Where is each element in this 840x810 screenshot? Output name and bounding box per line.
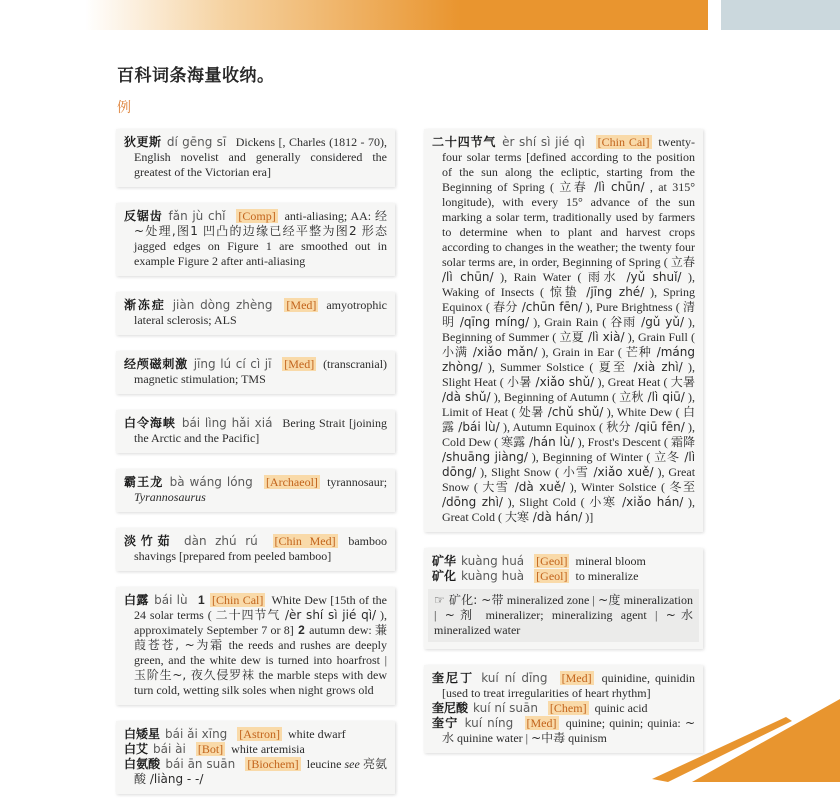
chinese-text: 春分 /chūn fēn/ xyxy=(493,300,583,314)
definition-text: ), Great Heat ( xyxy=(597,375,668,389)
pinyin: kuí ní suān xyxy=(473,701,538,715)
definition-text: quinine; quinin; quinia: xyxy=(565,716,681,730)
chinese-text: 大雪 /dà xuě/ xyxy=(482,480,566,494)
pinyin: dí gēng sī xyxy=(166,135,227,149)
definition-text: mineralization | xyxy=(434,593,693,622)
entry-line xyxy=(124,534,387,564)
definition-text: ), Limit of Heat ( xyxy=(442,390,695,419)
definition-text: quinism xyxy=(568,731,607,745)
headword: 白矮星 xyxy=(124,727,161,741)
definition-text: leucine xyxy=(306,757,342,771)
definition-text: ), Grain Full ( xyxy=(627,330,696,344)
entry-line xyxy=(432,554,695,569)
domain-tag: [Archaeol] xyxy=(265,475,318,489)
definition-text: the marble steps with dew turn cold, wetting silk soles when night grows old xyxy=(134,668,388,697)
entry-card xyxy=(116,410,395,453)
definition-text: bamboo shavings [prepared from peeled bamboo] xyxy=(134,534,387,563)
entry-card xyxy=(116,351,395,394)
domain-tag: [Chin Cal] xyxy=(597,135,650,149)
headword: 反锯齿 xyxy=(124,209,163,223)
pinyin: bái ān suān xyxy=(165,757,236,771)
definition-text: ), Beginning of Autumn ( xyxy=(493,390,617,404)
pinyin: bái lù xyxy=(154,593,188,607)
entry-line xyxy=(124,593,387,698)
chinese-text: 立春 /lì chūn/ xyxy=(442,255,695,284)
definition-text: ), approximately September 7 or 8] xyxy=(134,608,387,637)
domain-tag: [Chin Med] xyxy=(274,534,336,548)
chinese-text: 立春 /lì chūn/ xyxy=(559,180,645,194)
chinese-text: 小满 /xiǎo mǎn/ xyxy=(442,345,538,359)
definition-text: tyrannosaur; xyxy=(327,475,388,489)
sense-number: 2 xyxy=(298,623,305,637)
pinyin: fǎn jù chǐ xyxy=(168,209,226,223)
pointing-hand-icon: ☞ xyxy=(434,593,445,607)
header-corner-block xyxy=(721,0,840,30)
definition-text: , at 315° longitude), with every 15° advance of the sun marking a solar term, traditionally used by farmers to determine when to plant and harvest crops according to changes in the weather; the twenty four solar terms are, in order, Beginning of Spring ( xyxy=(442,180,695,269)
domain-tag: [Geol] xyxy=(536,554,568,568)
definition-text: ), Rain Water ( xyxy=(500,270,582,284)
definition-text: ), Slight Snow ( xyxy=(480,465,559,479)
domain-tag: [Med] xyxy=(561,671,592,685)
definition-text: mineral bloom xyxy=(575,554,646,568)
chinese-text: 处暑 /chǔ shǔ/ xyxy=(518,405,604,419)
chinese-text: 清明 /qīng míng/ xyxy=(442,300,696,329)
headword: 狄更斯 xyxy=(124,135,162,149)
definition-text: to mineralize xyxy=(575,569,639,583)
headword: 二十四节气 xyxy=(432,135,497,149)
definition-text: mineralized zone | xyxy=(506,593,595,607)
chinese-text: 冬至 /dōng zhì/ xyxy=(442,480,696,509)
definition-text: white artemisia xyxy=(231,742,305,756)
headword: 奎宁 xyxy=(432,716,459,730)
entry-line xyxy=(124,357,387,387)
pinyin: bái lìng hǎi xiá xyxy=(181,416,273,430)
entry-card xyxy=(116,203,395,276)
domain-tag: [Bot] xyxy=(197,742,224,756)
entry-line xyxy=(124,757,387,787)
headword: 经颅磁刺激 xyxy=(124,357,188,371)
entry-line xyxy=(124,727,387,742)
chinese-text: 二十四节气 /èr shí sì jié qì/ xyxy=(215,608,377,622)
headword: 矿华 xyxy=(432,554,457,568)
pinyin: kuàng huà xyxy=(461,569,525,583)
chinese-text: ~中毒 xyxy=(531,731,566,745)
definition-text: twenty-four solar terms [defined according to the position of the sun along the ecliptic, starting from the Beginning of Spring ( xyxy=(442,135,695,194)
chinese-text: 寒露 /hán lù/ xyxy=(501,435,575,449)
definition-text: mineralized water xyxy=(434,623,521,637)
definition-text: ), Great Cold ( xyxy=(442,495,696,524)
domain-tag: [Med] xyxy=(526,716,557,730)
entry-line xyxy=(124,475,387,505)
domain-tag: [Geol] xyxy=(536,569,568,583)
headword: 淡竹茹 xyxy=(124,534,175,548)
entry-line xyxy=(432,569,695,584)
pinyin: bái ǎi xīng xyxy=(165,727,228,741)
chinese-text: 秋分 /qiū fēn/ xyxy=(606,420,685,434)
entry-card xyxy=(116,129,395,187)
chinese-text: 白露 /bái lù/ xyxy=(442,405,696,434)
chinese-text: 立冬 /lì dōng/ xyxy=(442,450,696,479)
domain-tag: [Med] xyxy=(286,298,317,312)
definition-text: ), Winter Solstice ( xyxy=(569,480,665,494)
definition-text: (transcranial) magnetic stimulation; TMS xyxy=(134,357,388,386)
definition-text: white dwarf xyxy=(287,727,346,741)
chinese-text: 亮氨酸 /liàng - -/ xyxy=(134,757,388,786)
definition-text: Dickens [, Charles (1812 - 70), English novelist and generally considered the greatest of the Victorian era] xyxy=(134,135,387,179)
headword: 白令海峡 xyxy=(124,416,176,430)
chinese-text: 蒹葭苍苍, ~为霜 xyxy=(134,623,388,652)
headword: 奎尼酸 xyxy=(432,701,469,715)
domain-tag: [Astron] xyxy=(239,727,280,741)
chinese-text: ~度 xyxy=(598,593,621,607)
entry-card xyxy=(424,548,703,649)
entry-card xyxy=(116,292,395,335)
domain-tag: [Chin Cal] xyxy=(212,593,264,607)
definition-text: quinidine, quinidin [used to treat irregularities of heart rhythm] xyxy=(442,671,696,700)
pinyin: jiàn dòng zhèng xyxy=(172,298,273,312)
headword: 矿化 xyxy=(432,569,457,583)
headword: 霸王龙 xyxy=(124,475,164,489)
definition-text: autumn dew: xyxy=(309,623,372,637)
page-title: 百科词条海量收纳。 xyxy=(117,66,275,87)
chinese-text: 霜降 /shuāng jiàng/ xyxy=(442,435,695,464)
chinese-text: 立夏 /lì xià/ xyxy=(559,330,625,344)
pinyin: bà wáng lóng xyxy=(169,475,253,489)
chinese-text: 大寒 /dà hán/ xyxy=(504,510,583,524)
headword: 奎尼丁 xyxy=(432,671,475,685)
domain-tag: [Comp] xyxy=(238,209,276,223)
entry-line xyxy=(124,209,387,269)
definition-text: the reeds and rushes are deeply green, and the white dew is turned into hoarfrost | xyxy=(134,638,388,667)
definition-text: ), Summer Solstice ( xyxy=(487,360,594,374)
chinese-text: 矿化: ~带 xyxy=(448,593,504,607)
entry-line xyxy=(432,135,695,525)
corner-decoration xyxy=(640,686,840,782)
definition-text: ), Grain in Ear ( xyxy=(541,345,622,359)
chinese-text: 芒种 /máng zhòng/ xyxy=(442,345,696,374)
chinese-text: 大暑 /dà shǔ/ xyxy=(442,375,695,404)
entry-card xyxy=(424,129,703,532)
entries-column-right xyxy=(424,129,703,769)
definition-text: jagged edges on Figure 1 are smoothed out in example Figure 2 after anti-aliasing xyxy=(134,239,387,268)
definition-text: ), Grain Rain ( xyxy=(533,315,607,329)
definition-text: ), Cold Dew ( xyxy=(442,420,696,449)
pinyin: jīng lú cí cì jī xyxy=(193,357,272,371)
headword: 白露 xyxy=(124,593,149,607)
corner-triangle xyxy=(692,699,840,782)
chinese-text: 小雪 /xiǎo xuě/ xyxy=(562,465,654,479)
usage-note xyxy=(428,589,699,642)
chinese-text: 惊蛰 /jīng zhé/ xyxy=(549,285,645,299)
definition-text: ), Waking of Insects ( xyxy=(442,270,695,299)
pinyin: dàn zhú rú xyxy=(184,534,258,548)
chinese-text: 夏至 /xià zhì/ xyxy=(598,360,683,374)
definition-text: ), Frost's Descent ( xyxy=(577,435,668,449)
chinese-text: 雨水 /yǔ shuǐ/ xyxy=(588,270,682,284)
definition-text: White Dew [15th of the 24 solar terms ( xyxy=(134,593,387,622)
header-accent-bar xyxy=(0,0,708,30)
pinyin: bái ài xyxy=(153,742,186,756)
chinese-text: 经~处理,图1 凹凸的边缘已经平整为图2 形态 xyxy=(134,209,388,238)
pinyin: kuí níng xyxy=(464,716,514,730)
domain-tag: [Biochem] xyxy=(247,757,299,771)
definition-text: anti-aliasing; AA: xyxy=(284,209,372,223)
definition-text: )] xyxy=(585,510,594,524)
pinyin: èr shí sì jié qì xyxy=(502,135,585,149)
chinese-text: 小暑 /xiǎo shǔ/ xyxy=(507,375,595,389)
definition-text: ), Pure Brightness ( xyxy=(585,300,680,314)
definition-text: ), Autumn Equinox ( xyxy=(502,420,604,434)
definition-text: quinine water | xyxy=(457,731,529,745)
definition-text: ), Great Snow ( xyxy=(442,465,696,494)
chinese-text: 小寒 /xiǎo hán/ xyxy=(589,495,684,509)
entry-card xyxy=(116,587,395,705)
chinese-text: ~剂 xyxy=(444,608,478,622)
italic-text: Tyrannosaurus xyxy=(134,490,206,504)
entry-line xyxy=(124,135,387,180)
chinese-text: 谷雨 /gǔ yǔ/ xyxy=(610,315,684,329)
definition-text: mineralizer; mineralizing agent | xyxy=(485,608,658,622)
definition-text: ), Beginning of Winter ( xyxy=(531,450,651,464)
definition-text: ), Slight Cold ( xyxy=(507,495,585,509)
entries-column-left xyxy=(116,129,395,810)
entry-card xyxy=(116,721,395,794)
domain-tag: [Chem] xyxy=(549,701,587,715)
headword: 白氨酸 xyxy=(124,757,161,771)
definition-text: quinic acid xyxy=(594,701,648,715)
definition-text: ), White Dew ( xyxy=(606,405,680,419)
headword: 白艾 xyxy=(124,742,149,756)
headword: 渐冻症 xyxy=(124,298,166,312)
entry-line xyxy=(124,298,387,328)
chinese-text: ~水 xyxy=(665,608,694,622)
entry-card xyxy=(116,528,395,571)
pinyin: kuí ní dīng xyxy=(481,671,548,685)
pinyin: kuàng huá xyxy=(461,554,525,568)
chinese-text: 立秋 /lì qiū/ xyxy=(619,390,685,404)
sense-number: 1 xyxy=(197,593,205,607)
definition-text: ), Slight Heat ( xyxy=(442,360,696,389)
definition-text: Bering Strait [joining the Arctic and the Pacific] xyxy=(134,416,388,445)
example-label: 例 xyxy=(117,100,131,116)
entry-card xyxy=(116,469,395,512)
italic-text: see xyxy=(344,757,360,771)
definition-text: ), Spring Equinox ( xyxy=(442,285,695,314)
chinese-text: ~水 xyxy=(442,716,696,745)
entry-line xyxy=(124,416,387,446)
domain-tag: [Med] xyxy=(284,357,315,371)
chinese-text: 玉阶生~, 夜久侵罗袜 xyxy=(134,668,255,682)
entry-line xyxy=(124,742,387,757)
definition-text: ), Beginning of Summer ( xyxy=(442,315,696,344)
definition-text: amyotrophic lateral sclerosis; ALS xyxy=(134,298,387,327)
